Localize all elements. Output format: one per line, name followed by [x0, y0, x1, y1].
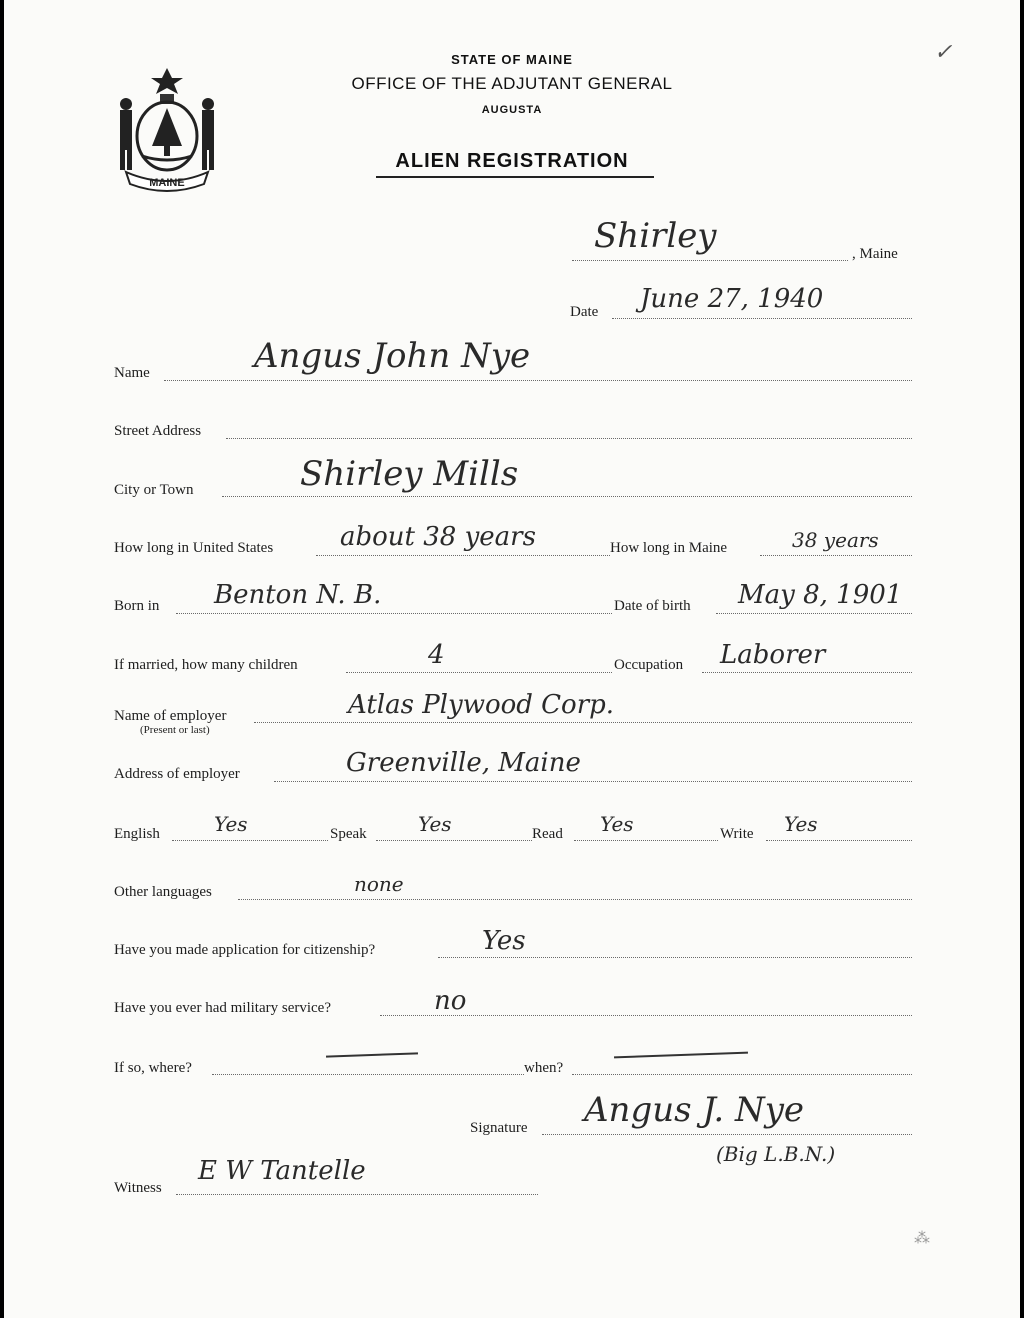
occupation-value: Laborer — [720, 640, 826, 670]
witness-line — [176, 1194, 538, 1195]
employer-address-line — [274, 781, 912, 782]
where-line — [212, 1074, 524, 1075]
town-line — [572, 260, 848, 261]
signature-note: (Big L.B.N.) — [716, 1142, 836, 1166]
employer-address-value: Greenville, Maine — [346, 748, 581, 778]
citizenship-line — [438, 957, 912, 958]
citizenship-value: Yes — [482, 926, 526, 956]
military-value: no — [434, 986, 467, 1016]
dob-label: Date of birth — [614, 598, 691, 614]
english-value: Yes — [214, 812, 248, 836]
write-label: Write — [720, 826, 754, 842]
name-value: Angus John Nye — [254, 336, 531, 376]
us-duration-line — [316, 555, 610, 556]
town-value: Shirley — [594, 216, 717, 256]
english-label: English — [114, 826, 160, 842]
read-label: Read — [532, 826, 563, 842]
citizenship-label: Have you made application for citizenship? — [114, 942, 376, 958]
write-value: Yes — [784, 812, 818, 836]
header-state: STATE OF MAINE — [451, 52, 573, 67]
dob-value: May 8, 1901 — [738, 580, 903, 610]
children-label: If married, how many children — [114, 657, 298, 673]
speak-label: Speak — [330, 826, 367, 842]
born-in-value: Benton N. B. — [214, 580, 382, 610]
title-underline — [376, 176, 654, 178]
employer-label: Name of employer — [114, 708, 227, 724]
other-languages-value: none — [354, 872, 404, 896]
header-city: AUGUSTA — [481, 104, 543, 116]
employer-line — [254, 722, 912, 723]
registration-form — [4, 0, 1020, 1318]
children-value: 4 — [428, 640, 445, 670]
when-dash-mark — [614, 1052, 748, 1059]
signature-value: Angus J. Nye — [584, 1090, 805, 1130]
speak-value: Yes — [418, 812, 452, 836]
where-label: If so, where? — [114, 1060, 192, 1076]
speak-line — [376, 840, 532, 841]
us-duration-label: How long in United States — [114, 540, 274, 556]
city-value: Shirley Mills — [300, 454, 519, 494]
occupation-line — [702, 672, 912, 673]
witness-value: E W Tantelle — [198, 1156, 366, 1186]
where-dash-mark — [326, 1052, 418, 1057]
read-line — [574, 840, 718, 841]
city-label: City or Town — [114, 482, 194, 498]
street-label: Street Address — [114, 423, 202, 439]
checkmark-icon: ✓ — [934, 40, 953, 65]
signature-line — [542, 1134, 912, 1135]
header-office: OFFICE OF THE ADJUTANT GENERAL — [351, 74, 673, 93]
witness-label: Witness — [114, 1180, 162, 1196]
other-languages-line — [238, 899, 912, 900]
date-value: June 27, 1940 — [640, 284, 824, 314]
when-label: when? — [524, 1060, 564, 1076]
faded-stamp-mark: ⁂ — [914, 1230, 930, 1247]
military-label: Have you ever had military service? — [114, 1000, 331, 1016]
born-in-label: Born in — [114, 598, 160, 614]
english-line — [172, 840, 328, 841]
date-label: Date — [570, 304, 599, 320]
street-line — [226, 438, 912, 439]
dob-line — [716, 613, 912, 614]
occupation-label: Occupation — [614, 657, 684, 673]
write-line — [766, 840, 912, 841]
name-line — [164, 380, 912, 381]
maine-duration-value: 38 years — [792, 528, 879, 552]
employer-sublabel: (Present or last) — [140, 724, 210, 736]
date-line — [612, 318, 912, 319]
signature-label: Signature — [470, 1120, 528, 1136]
employer-address-label: Address of employer — [114, 766, 240, 782]
read-value: Yes — [600, 812, 634, 836]
maine-duration-label: How long in Maine — [610, 540, 728, 556]
name-label: Name — [114, 365, 150, 381]
us-duration-value: about 38 years — [340, 522, 536, 552]
seal-maine-text: MAINE — [149, 177, 185, 189]
maine-duration-line — [760, 555, 912, 556]
other-languages-label: Other languages — [114, 884, 212, 900]
born-in-line — [176, 613, 612, 614]
city-line — [222, 496, 912, 497]
maine-label: , Maine — [852, 246, 898, 262]
children-line — [346, 672, 612, 673]
employer-value: Atlas Plywood Corp. — [348, 690, 615, 720]
form-title: ALIEN REGISTRATION — [395, 150, 629, 172]
when-line — [572, 1074, 912, 1075]
